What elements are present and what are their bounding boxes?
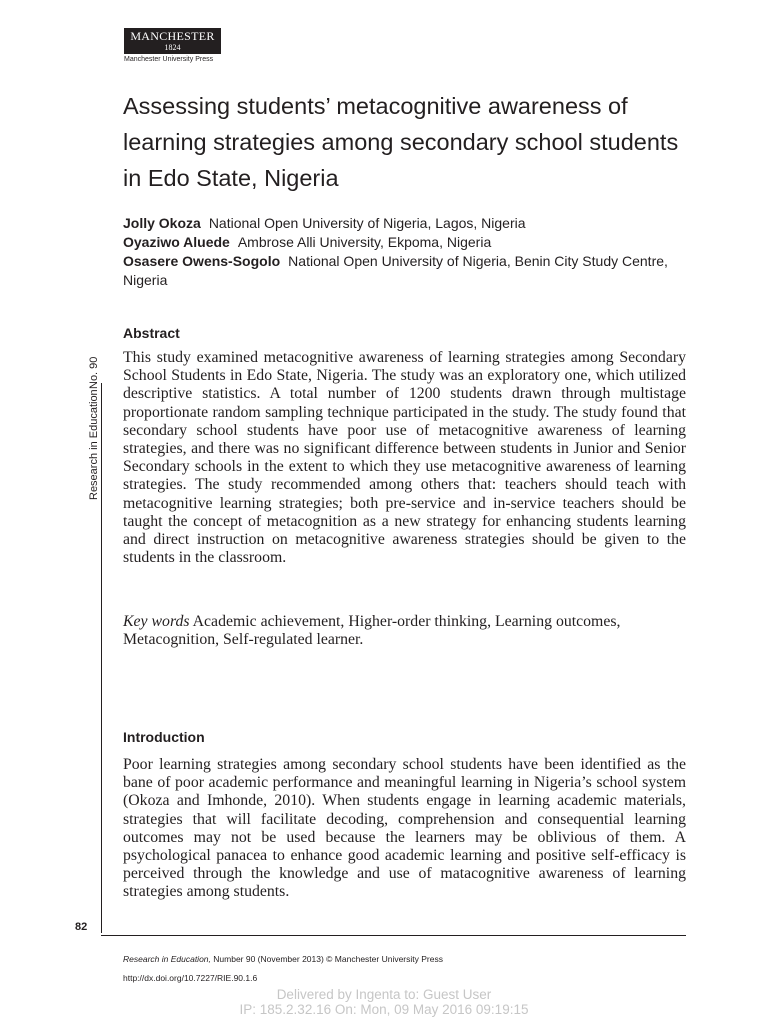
- doi-link[interactable]: http://dx.doi.org/10.7227/RIE.90.1.6: [123, 973, 258, 983]
- author-affiliation: National Open University of Nigeria, Benin City Study Centre, Nigeria: [123, 253, 668, 288]
- author-entry: [123, 214, 693, 233]
- introduction-text: Poor learning strategies among secondary school students have been identified as the bane of poor academic performance and meaningful learning in Nigeria’s school system (Okoza and Imhonde, 2010). When students engage in learning academic materials, strategies that will facilitate decoding, comprehension and consequential learning outcomes may not be used because the learners may be oblivious of them. A psychological panacea to enhance good academic learning and positive self-efficacy is perceived through the knowledge and use of matacognitive awareness of learning strategies among students.: [123, 756, 686, 901]
- introduction-heading: Introduction: [123, 729, 205, 745]
- logo-year: 1824: [164, 43, 181, 52]
- watermark-line-1: Delivered by Ingenta to: Guest User: [276, 987, 492, 1002]
- publisher-logo: [124, 28, 221, 54]
- author-entry: [123, 233, 693, 252]
- author-affiliation: Ambrose Alli University, Ekpoma, Nigeria: [237, 234, 492, 250]
- author-name: Oyaziwo Aluede: [123, 234, 230, 250]
- press-name: Manchester University Press: [124, 56, 214, 63]
- journal-name-vertical: Research in Education: [88, 389, 100, 500]
- keywords-text: Academic achievement, Higher-order thinking, Learning outcomes, Metacognition, Self-regulated learner.: [123, 613, 621, 649]
- author-affiliation: National Open University of Nigeria, Lagos, Nigeria: [208, 215, 526, 231]
- abstract-text: This study examined metacognitive awareness of learning strategies among Secondary School Students in Edo State, Nigeria. The study was an exploratory one, which utilized descriptive statistics. A total number of 1200 students drawn through multistage proportionate random sampling technique participated in the study. The study found that secondary school students have poor use of metacognitive awareness of learning strategies, and there was no significant difference between students in Junior and Senior Secondary schools in the extent to which they use metacognitive awareness of learning strategies. The study recommended among others that: teachers should teach with metacognitive learning strategies; both pre-service and in-service teachers should be taught the concept of metacognition as a new strategy for enhancing students learning and direct instruction on metacognitive awareness strategies should be given to the students in the classroom.: [123, 349, 686, 567]
- footer-citation-text: Number 90 (November 2013) © Manchester University Press: [213, 954, 443, 964]
- article-title: Assessing students’ metacognitive awareness of learning strategies among secondary school students in Edo State, Nigeria: [123, 93, 679, 191]
- margin-divider: [101, 383, 102, 933]
- author-list: [123, 214, 693, 290]
- author-entry: [123, 252, 693, 290]
- author-name: Osasere Owens-Sogolo: [123, 253, 281, 269]
- watermark-line-2: IP: 185.2.32.16 On: Mon, 09 May 2016 09:19:15: [239, 1002, 529, 1017]
- keywords-label: Key words: [123, 613, 190, 630]
- issue-number-vertical: No. 90: [88, 356, 100, 390]
- footer-citation: [123, 954, 443, 964]
- logo-name: MANCHESTER: [130, 29, 215, 43]
- abstract-heading: Abstract: [123, 325, 180, 341]
- keywords: [123, 613, 686, 649]
- footer-rule: [101, 935, 686, 936]
- author-name: Jolly Okoza: [123, 215, 201, 231]
- page-number: 82: [75, 921, 88, 933]
- footer-journal-name: Research in Education,: [123, 954, 211, 964]
